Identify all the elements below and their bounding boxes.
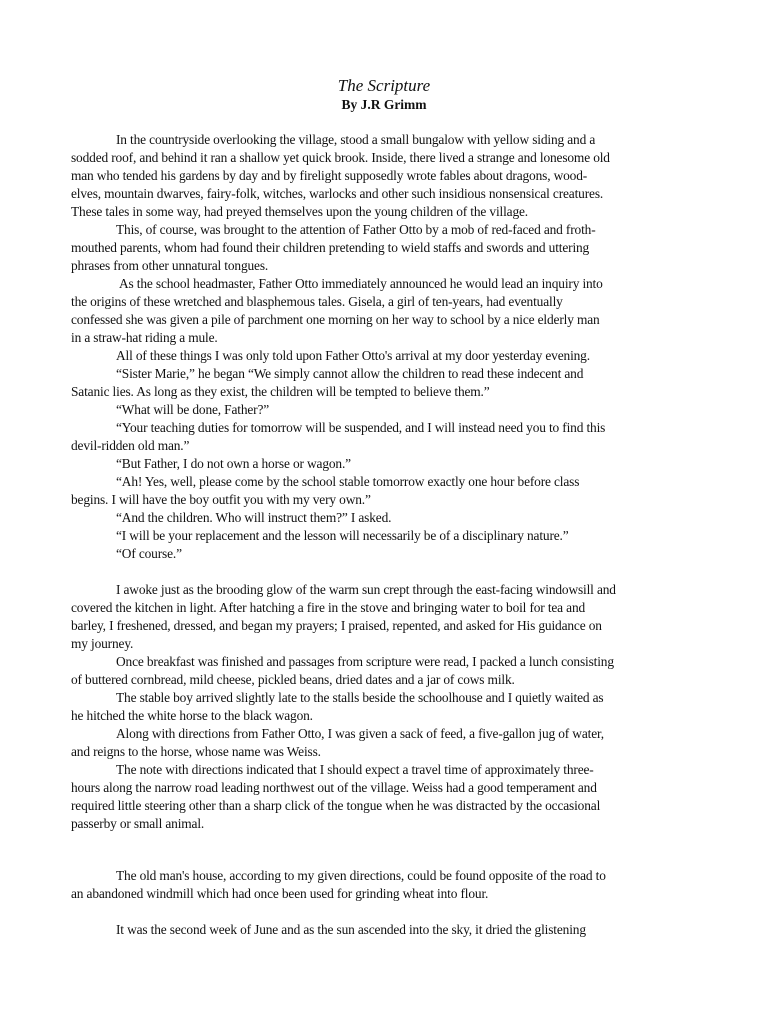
- paragraph-gap: [71, 903, 701, 921]
- story-line: covered the kitchen in light. After hatching a fire in the stove and bringing water to boil for tea and: [71, 600, 586, 615]
- story-line: Along with directions from Father Otto, I was given a sack of feed, a five-gallon jug of water,: [116, 726, 604, 741]
- story-line: an abandoned windmill which had once been used for grinding wheat into flour.: [71, 886, 489, 901]
- story-line: begins. I will have the boy outfit you with my very own.”: [71, 492, 371, 507]
- story-line: These tales in some way, had preyed themselves upon the young children of the village.: [71, 204, 529, 219]
- document-author: By J.R Grimm: [341, 97, 427, 112]
- story-line: hours along the narrow road leading northwest out of the village. Weiss had a good temperament and: [71, 780, 597, 795]
- story-line: confessed she was given a pile of parchment one morning on her way to school by a nice elderly man: [71, 312, 600, 327]
- document-title: The Scripture: [337, 76, 431, 95]
- story-line: Once breakfast was finished and passages from scripture were read, I packed a lunch consisting: [116, 654, 614, 669]
- story-line: “Your teaching duties for tomorrow will be suspended, and I will instead need you to find this: [116, 420, 606, 435]
- story-line: “Sister Marie,” he began “We simply cannot allow the children to read these indecent and: [116, 366, 584, 381]
- story-line: It was the second week of June and as the sun ascended into the sky, it dried the glistening: [116, 922, 586, 937]
- story-line: and reigns to the horse, whose name was Weiss.: [71, 744, 321, 759]
- story-line: he hitched the white horse to the black wagon.: [71, 708, 313, 723]
- story-line: devil-ridden old man.”: [71, 438, 190, 453]
- paragraph-gap: [71, 833, 701, 867]
- story-line: required little steering other than a sharp click of the tongue when he was distracted by the occasional: [71, 798, 601, 813]
- story-line: The old man's house, according to my given directions, could be found opposite of the road to: [116, 868, 606, 883]
- story-line: mouthed parents, whom had found their children pretending to wield staffs and swords and uttering: [71, 240, 590, 255]
- story-line: As the school headmaster, Father Otto immediately announced he would lead an inquiry into: [119, 276, 603, 291]
- story-body: [71, 131, 701, 939]
- story-line: phrases from other unnatural tongues.: [71, 258, 269, 273]
- story-line: I awoke just as the brooding glow of the warm sun crept through the east-facing windowsill and: [116, 582, 616, 597]
- story-line: “Of course.”: [116, 546, 182, 561]
- story-line: elves, mountain dwarves, fairy-folk, witches, warlocks and other such insidious nonsensical creatures.: [71, 186, 604, 201]
- story-line: Satanic lies. As long as they exist, the children will be tempted to believe them.”: [71, 384, 490, 399]
- story-line: man who tended his gardens by day and by firelight supposedly wrote fables about dragons, wood-: [71, 168, 588, 183]
- story-line: “I will be your replacement and the lesson will necessarily be of a disciplinary nature.”: [116, 528, 569, 543]
- story-line: “What will be done, Father?”: [116, 402, 270, 417]
- story-line: “Ah! Yes, well, please come by the school stable tomorrow exactly one hour before class: [116, 474, 580, 489]
- story-line: “But Father, I do not own a horse or wagon.”: [116, 456, 351, 471]
- paragraph-gap: [71, 563, 701, 581]
- story-line: passerby or small animal.: [71, 816, 205, 831]
- story-line: In the countryside overlooking the village, stood a small bungalow with yellow siding and a: [116, 132, 596, 147]
- story-line: sodded roof, and behind it ran a shallow yet quick brook. Inside, there lived a strange and lonesome old: [71, 150, 610, 165]
- story-line: The stable boy arrived slightly late to the stalls beside the schoolhouse and I quietly waited as: [116, 690, 604, 705]
- story-line: of buttered cornbread, mild cheese, pickled beans, dried dates and a jar of cows milk.: [71, 672, 515, 687]
- story-line: “And the children. Who will instruct them?” I asked.: [116, 510, 392, 525]
- story-line: The note with directions indicated that I should expect a travel time of approximately three-: [116, 762, 594, 777]
- story-line: barley, I freshened, dressed, and began my prayers; I praised, repented, and asked for His guidance on: [71, 618, 602, 633]
- story-line: This, of course, was brought to the attention of Father Otto by a mob of red-faced and froth-: [116, 222, 596, 237]
- story-line: in a straw-hat riding a mule.: [71, 330, 218, 345]
- story-line: the origins of these wretched and blasphemous tales. Gisela, a girl of ten-years, had eventually: [71, 294, 563, 309]
- story-line: my journey.: [71, 636, 134, 651]
- story-line: All of these things I was only told upon Father Otto's arrival at my door yesterday evening.: [116, 348, 590, 363]
